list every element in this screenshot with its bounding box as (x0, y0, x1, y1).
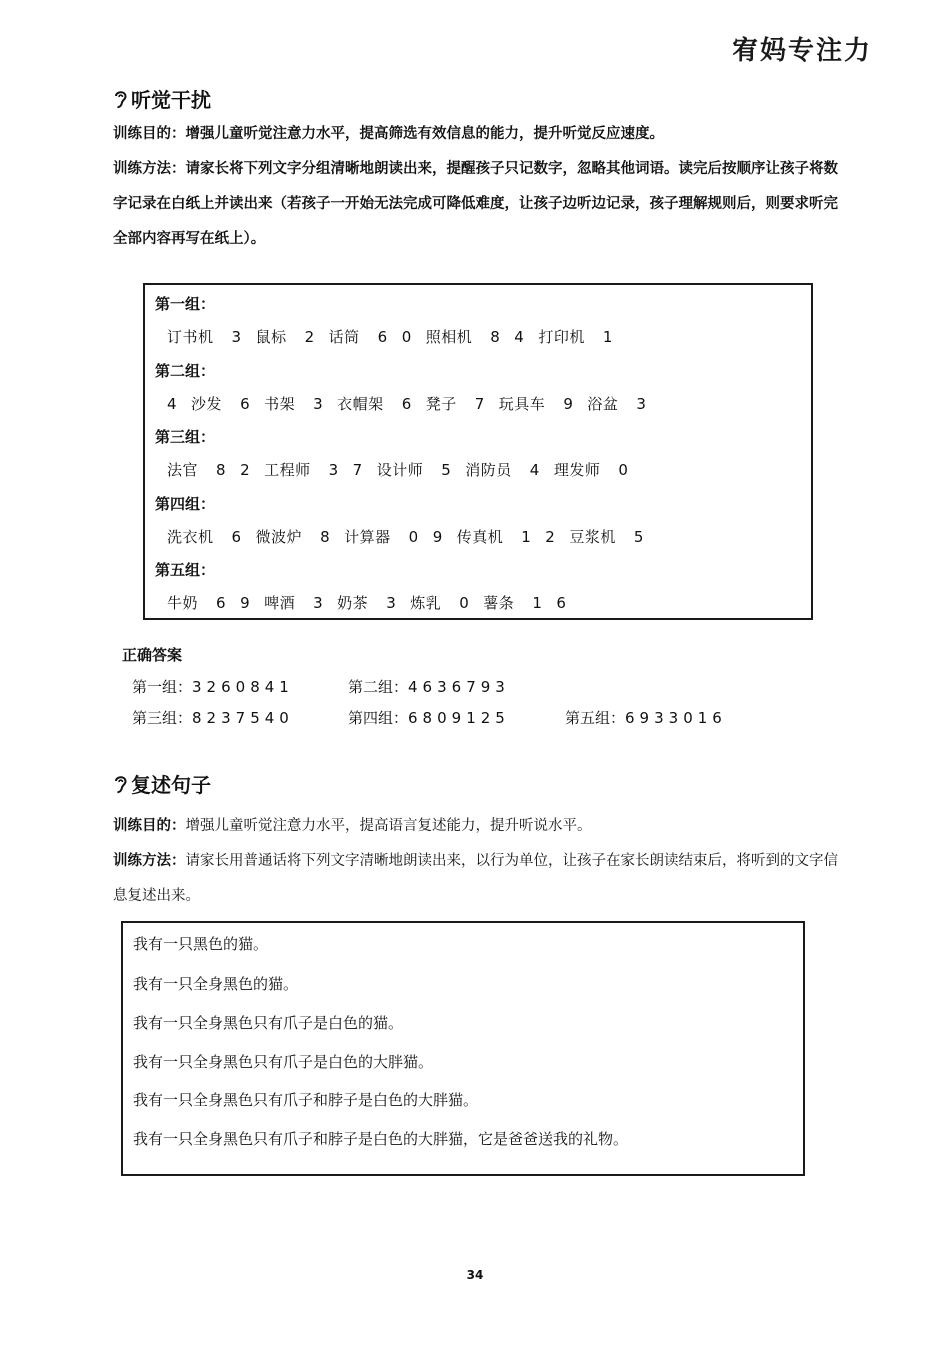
section1-description (113, 117, 848, 257)
group-word: 传真机 (456, 528, 504, 546)
ear-icon (113, 774, 128, 794)
purpose-text: 增强儿童听觉注意力水平，提高筛选有效信息的能力，提升听觉反应速度。 (185, 126, 664, 142)
answer-group-3: 第三组：8237540 (132, 709, 294, 727)
group-word: 消防员 (465, 461, 512, 479)
group-digit: 3 (386, 594, 397, 612)
group-word: 法官 (167, 461, 199, 479)
group-word: 洗衣机 (167, 528, 214, 546)
group-label: 第四组： (155, 495, 216, 513)
group-label: 第二组： (155, 362, 216, 380)
group-word: 计算器 (344, 528, 391, 546)
group-digit: 9 (432, 528, 443, 546)
answer-group-1: 第一组：3260841 (132, 678, 294, 696)
group-digit: 6 (240, 395, 251, 413)
answers-title: 正确答案 (122, 646, 183, 664)
group-word: 奶茶 (337, 594, 369, 612)
group-digit: 8 (216, 461, 227, 479)
sentence-line: 我有一只全身黑色只有爪子和脖子是白色的大胖猫，它是爸爸送我的礼物。 (133, 1130, 629, 1148)
method-label: 训练方法： (113, 161, 186, 177)
purpose-text: 增强儿童听觉注意力水平，提高语言复述能力，提升听说水平。 (185, 818, 592, 834)
group-word: 设计师 (376, 461, 424, 479)
group-digit: 5 (441, 461, 452, 479)
group-word: 打印机 (538, 328, 585, 346)
group-digit: 1 (521, 528, 532, 546)
group-word: 凳子 (425, 395, 457, 413)
group-digit: 5 (633, 528, 644, 546)
sentence-line: 我有一只全身黑色只有爪子是白色的大胖猫。 (133, 1053, 434, 1071)
brand-title: 宥妈专注力 (731, 36, 872, 66)
group-word: 书架 (264, 395, 296, 413)
group-digit: 8 (320, 528, 331, 546)
group-digit: 2 (545, 528, 556, 546)
method-text: 请家长用普通话将下列文字清晰地朗读出来，以行为单位，让孩子在家长朗读结束后，将听到的文字信息复述出来。 (113, 853, 838, 904)
digit-groups-box (143, 283, 813, 620)
group-row (167, 326, 627, 347)
group-label: 第三组： (155, 428, 216, 446)
method-text: 请家长将下列文字分组清晰地朗读出来，提醒孩子只记数字，忽略其他词语。读完后按顺序让孩子将数字记录在白纸上并读出来（若孩子一开始无法完成可降低难度，让孩子边听边记录，孩子理解规则后，则要求听完全部内容再写在纸上）。 (113, 161, 838, 247)
group-word: 鼠标 (255, 328, 287, 346)
group-digit: 2 (304, 328, 315, 346)
group-digit: 9 (563, 395, 574, 413)
group-digit: 8 (490, 328, 501, 346)
group-digit: 1 (532, 594, 543, 612)
answer-group-4: 第四组：6809125 (348, 709, 510, 727)
group-digit: 3 (313, 395, 324, 413)
answer-group-5: 第五组：6933016 (565, 709, 727, 727)
group-digit: 4 (167, 395, 178, 413)
group-label: 第五组： (155, 561, 216, 579)
purpose-label: 训练目的： (113, 126, 186, 142)
group-word: 啤酒 (264, 594, 296, 612)
group-digit: 4 (529, 461, 540, 479)
answer-group-2: 第二组：4636793 (348, 678, 510, 696)
group-word: 衣帽架 (337, 395, 384, 413)
sentence-line: 我有一只黑色的猫。 (133, 935, 269, 953)
group-word: 豆浆机 (569, 528, 616, 546)
sentences-box (121, 921, 805, 1176)
method-label: 训练方法： (113, 853, 186, 869)
group-word: 照相机 (425, 328, 473, 346)
group-digit: 0 (618, 461, 629, 479)
group-digit: 0 (459, 594, 470, 612)
group-label: 第一组： (155, 295, 216, 313)
group-word: 沙发 (191, 395, 223, 413)
section2-description (113, 809, 848, 914)
purpose-label: 训练目的： (113, 818, 186, 834)
sentence-line: 我有一只全身黑色只有爪子和脖子是白色的大胖猫。 (133, 1091, 479, 1109)
group-digit: 6 (231, 528, 242, 546)
group-word: 炼乳 (410, 594, 442, 612)
group-digit: 3 (231, 328, 242, 346)
group-digit: 9 (240, 594, 251, 612)
section-title-listening-interference (113, 84, 211, 113)
group-word: 牛奶 (167, 594, 199, 612)
group-digit: 3 (636, 395, 647, 413)
group-digit: 0 (408, 528, 419, 546)
group-digit: 6 (377, 328, 388, 346)
group-digit: 7 (474, 395, 485, 413)
group-digit: 3 (328, 461, 339, 479)
group-row (167, 526, 658, 547)
group-digit: 4 (514, 328, 525, 346)
group-word: 理发师 (553, 461, 601, 479)
group-word: 浴盆 (587, 395, 619, 413)
group-word: 订书机 (167, 328, 214, 346)
group-word: 微波炉 (255, 528, 303, 546)
group-word: 玩具车 (498, 395, 546, 413)
group-digit: 3 (313, 594, 324, 612)
group-word: 薯条 (483, 594, 515, 612)
group-word: 话筒 (328, 328, 360, 346)
group-digit: 7 (352, 461, 363, 479)
group-digit: 1 (602, 328, 613, 346)
group-digit: 6 (401, 395, 412, 413)
group-digit: 2 (240, 461, 251, 479)
section-title-text: 听觉干扰 (131, 88, 211, 112)
section-title-text: 复述句子 (131, 773, 211, 797)
sentence-line: 我有一只全身黑色的猫。 (133, 975, 299, 993)
group-digit: 6 (216, 594, 227, 612)
group-word: 工程师 (264, 461, 311, 479)
group-digit: 6 (556, 594, 567, 612)
group-digit: 0 (401, 328, 412, 346)
sentence-line: 我有一只全身黑色只有爪子是白色的猫。 (133, 1014, 404, 1032)
section-title-repeat-sentences (113, 769, 211, 798)
group-row (167, 393, 660, 414)
page-number: 34 (466, 1268, 484, 1282)
group-row (167, 592, 580, 613)
ear-icon (113, 89, 128, 109)
group-row (167, 459, 642, 480)
